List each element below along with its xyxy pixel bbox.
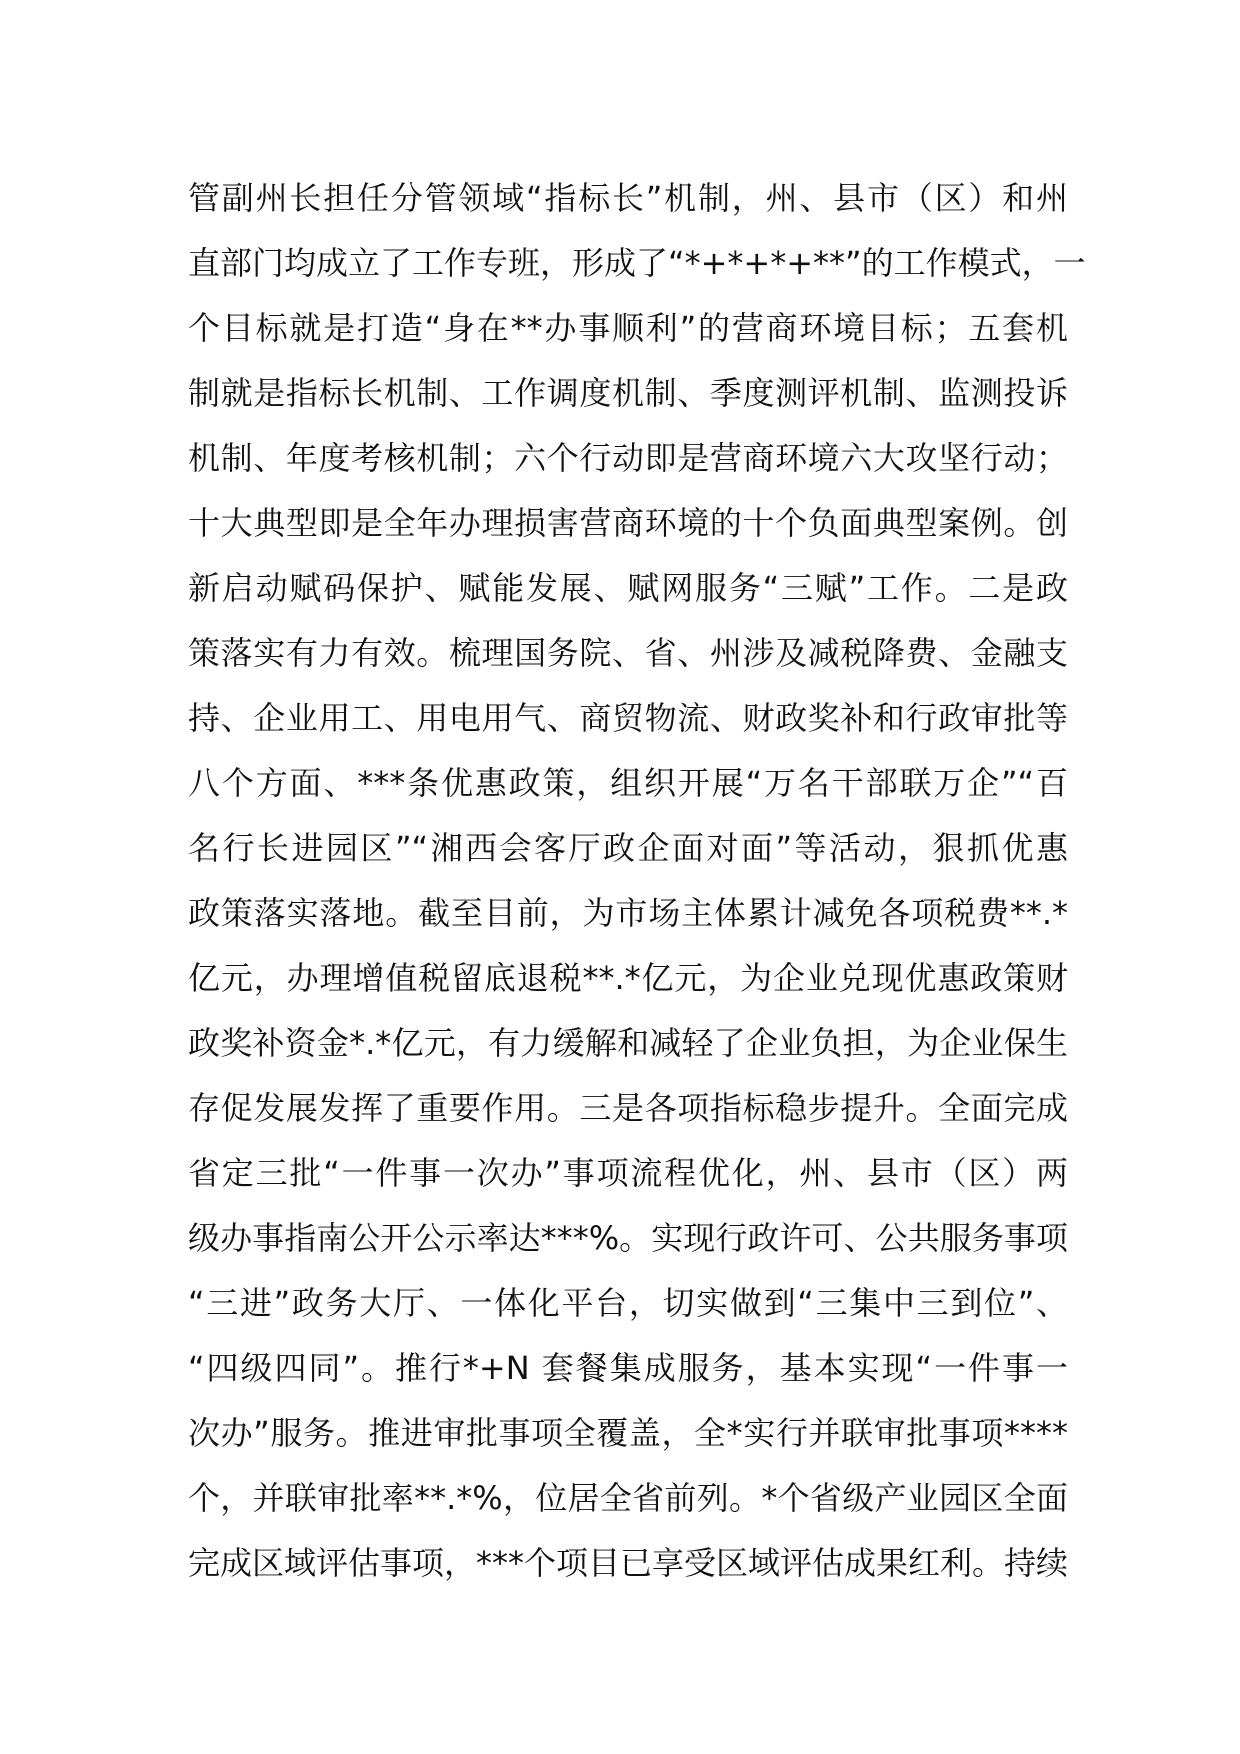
- text-line-3: 个目标就是打造“身在**办事顺利”的营商环境目标；五套机: [188, 309, 1068, 347]
- text-line-15: 存促发展发挥了重要作用。三是各项指标稳步提升。全面完成: [188, 1089, 1068, 1127]
- text-line-4: 制就是指标长机制、工作调度机制、季度测评机制、监测投诉: [188, 374, 1068, 412]
- text-line-22: 完成区域评估事项，***个项目已享受区域评估成果红利。持续: [188, 1544, 1069, 1582]
- text-line-1: 管副州长担任分管领域“指标长”机制，州、县市（区）和州: [188, 179, 1068, 217]
- text-line-20: 次办”服务。推进审批事项全覆盖，全*实行并联审批事项****: [188, 1414, 1068, 1452]
- text-line-6: 十大典型即是全年办理损害营商环境的十个负面典型案例。创: [188, 504, 1068, 542]
- text-line-8: 策落实有力有效。梳理国务院、省、州涉及减税降费、金融支: [188, 634, 1068, 672]
- text-line-12: 政策落实落地。截至目前，为市场主体累计减免各项税费**.*: [188, 894, 1068, 932]
- text-line-13: 亿元，办理增值税留底退税**.*亿元，为企业兑现优惠政策财: [188, 959, 1068, 997]
- text-line-14: 政奖补资金*.*亿元，有力缓解和减轻了企业负担，为企业保生: [188, 1024, 1068, 1062]
- text-line-19: “四级四同”。推行*+N 套餐集成服务，基本实现“一件事一: [188, 1349, 1068, 1387]
- text-line-17: 级办事指南公开公示率达***%。实现行政许可、公共服务事项: [188, 1219, 1068, 1257]
- body-text: [188, 166, 1086, 1596]
- text-line-10: 八个方面、***条优惠政策，组织开展“万名干部联万企”“百: [188, 764, 1068, 802]
- text-line-9: 持、企业用工、用电用气、商贸物流、财政奖补和行政审批等: [188, 699, 1068, 737]
- text-line-5: 机制、年度考核机制；六个行动即是营商环境六大攻坚行动；: [188, 439, 1068, 477]
- text-line-11: 名行长进园区”“湘西会客厅政企面对面”等活动，狠抓优惠: [188, 829, 1068, 867]
- text-line-18: “三进”政务大厅、一体化平台，切实做到“三集中三到位”、: [188, 1284, 1068, 1322]
- text-line-16: 省定三批“一件事一次办”事项流程优化，州、县市（区）两: [188, 1154, 1068, 1192]
- text-line-2: 直部门均成立了工作专班，形成了“*+*+*+**”的工作模式，一: [188, 244, 1086, 282]
- text-line-7: 新启动赋码保护、赋能发展、赋网服务“三赋”工作。二是政: [188, 569, 1068, 607]
- text-line-21: 个，并联审批率**.*%，位居全省前列。*个省级产业园区全面: [188, 1479, 1068, 1517]
